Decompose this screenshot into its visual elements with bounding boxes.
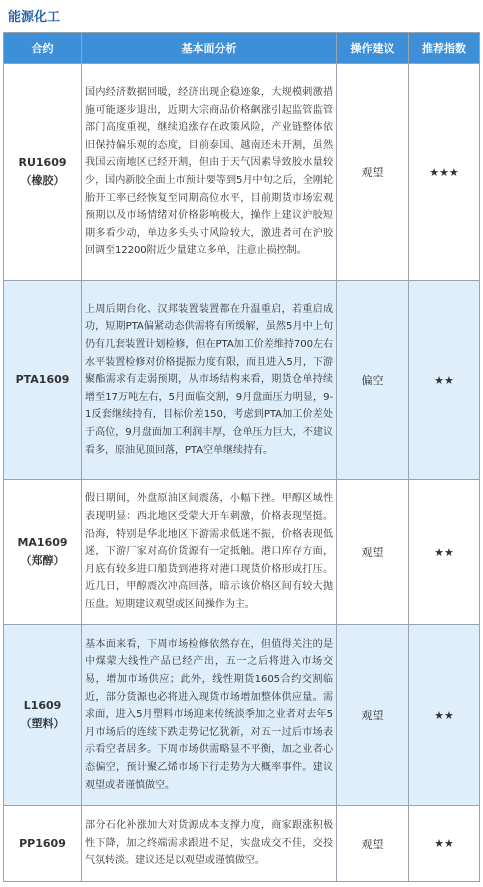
contract-symbol: RU1609 [18,156,67,169]
table-row [4,64,480,281]
contract-symbol: PP1609 [19,836,66,850]
contract-cell [4,625,82,806]
analysis-text: 国内经济数据回暖，经济出现企稳迹象，大规模刺激措施可能逐步退出，近期大宗商品价格飙涨引起监管监管部门高度重视，继续追涨存在政策风险，产业链整体依旧保持偏乐观的态度，目前泰国、越南还未开割，虽然我国云南地区已经开割，但由于天气因素导致胶水量较少，国内新胶全面上市预计要等到5月中旬之后，全刚轮胎开工率已经恢复至同期高位水平，目前期货市场宏观预期以及市场情绪对价格影响极大，操作上建议沪胶短期多看少动，单边多头头寸风险较大，激进者可在沪胶回调至12200附近少量建立多单，注意止损控制。 [82,64,337,281]
contract-symbol: MA1609 [17,536,68,549]
analysis-text: 上周后期台化、汉邦装置装置都在升温重启，若重启成功，短期PTA偏紧动态供需将有所缓解，虽然5月中上旬仍有几套装置计划检修，但在PTA加工价差维持700左右水平装置检修对价格提振力度有限，而且进入5月，下游聚酯需求有走弱预期，从市场结构来看，期货仓单持续增至17万吨左右，5月面临交割，9月盘面压力明显，9-1反套继续持有，目标价差150，考虑到PTA加工价差处于高位，9月盘面加工利润丰厚，仓单压力巨大，不建议看多，原油见顶回落，PTA空单继续持有。 [82,281,337,480]
contract-cell [4,281,82,480]
header-advice: 操作建议 [337,33,409,64]
header-contract: 合约 [4,33,82,64]
contract-cell [4,64,82,281]
analysis-table [3,32,480,882]
rating-stars: ★★ [409,806,480,882]
contract-name: （郑醇） [20,554,65,567]
section-title: 能源化工 [8,10,61,25]
table-row [4,480,480,625]
table-row [4,281,480,480]
advice-value: 偏空 [337,281,409,480]
rating-stars: ★★ [409,480,480,625]
rating-stars: ★★★ [409,64,480,281]
analysis-text: 假日期间，外盘原油区间震荡，小幅下挫。甲醇区域性表现明显：西北地区受蒙大开车刺激，价格表现坚挺。沿海，特别是华北地区下游需求低迷不振，价格表现低迷，下游厂家对高价货源有一定抵触。港口库存方面，月底有较多进口船货到港将对港口现货价格形成打压。近几日，甲醇震次冲高回落，暗示该价格区间有较大抛压盘。短期建议观望或区间操作为主。 [82,480,337,625]
analysis-text: 基本面来看，下周市场检修依然存在，但值得关注的是中煤蒙大线性产品已经产出，五一之后将进入市场交易，增加市场供应；此外，线性期货1605合约交割临近，部分货源也必将进入现货市场增加整体供应量。需求面，进入5月塑料市场迎来传统淡季加之业者对去年5月市场后的连续下跌走势记忆犹新，对五一过后市场表示看空者居多。下周市场供需略显不平衡，加之业者心态偏空，预计聚乙烯市场下行走势为大概率事件。建议观望或者谨慎做空。 [82,625,337,806]
contract-cell [4,806,82,882]
header-rating: 推荐指数 [409,33,480,64]
advice-value: 观望 [337,64,409,281]
rating-stars: ★★ [409,625,480,806]
table-row [4,806,480,882]
table-header-row [4,33,480,64]
advice-value: 观望 [337,480,409,625]
rating-stars: ★★ [409,281,480,480]
table-row [4,625,480,806]
contract-symbol: L1609 [23,699,62,712]
header-analysis: 基本面分析 [82,33,337,64]
contract-name: （橡胶） [20,174,65,187]
contract-symbol: PTA1609 [15,373,70,386]
advice-value: 观望 [337,625,409,806]
advice-value: 观望 [337,806,409,882]
analysis-text: 部分石化补涨加大对货源成本支撑力度，商家跟涨积极性下降，加之终端需求跟进不足，实盘成交不佳，交投气氛转淡。建议还是以观望或谨慎做空。 [82,806,337,882]
contract-cell [4,480,82,625]
contract-name: （塑料） [20,717,65,730]
